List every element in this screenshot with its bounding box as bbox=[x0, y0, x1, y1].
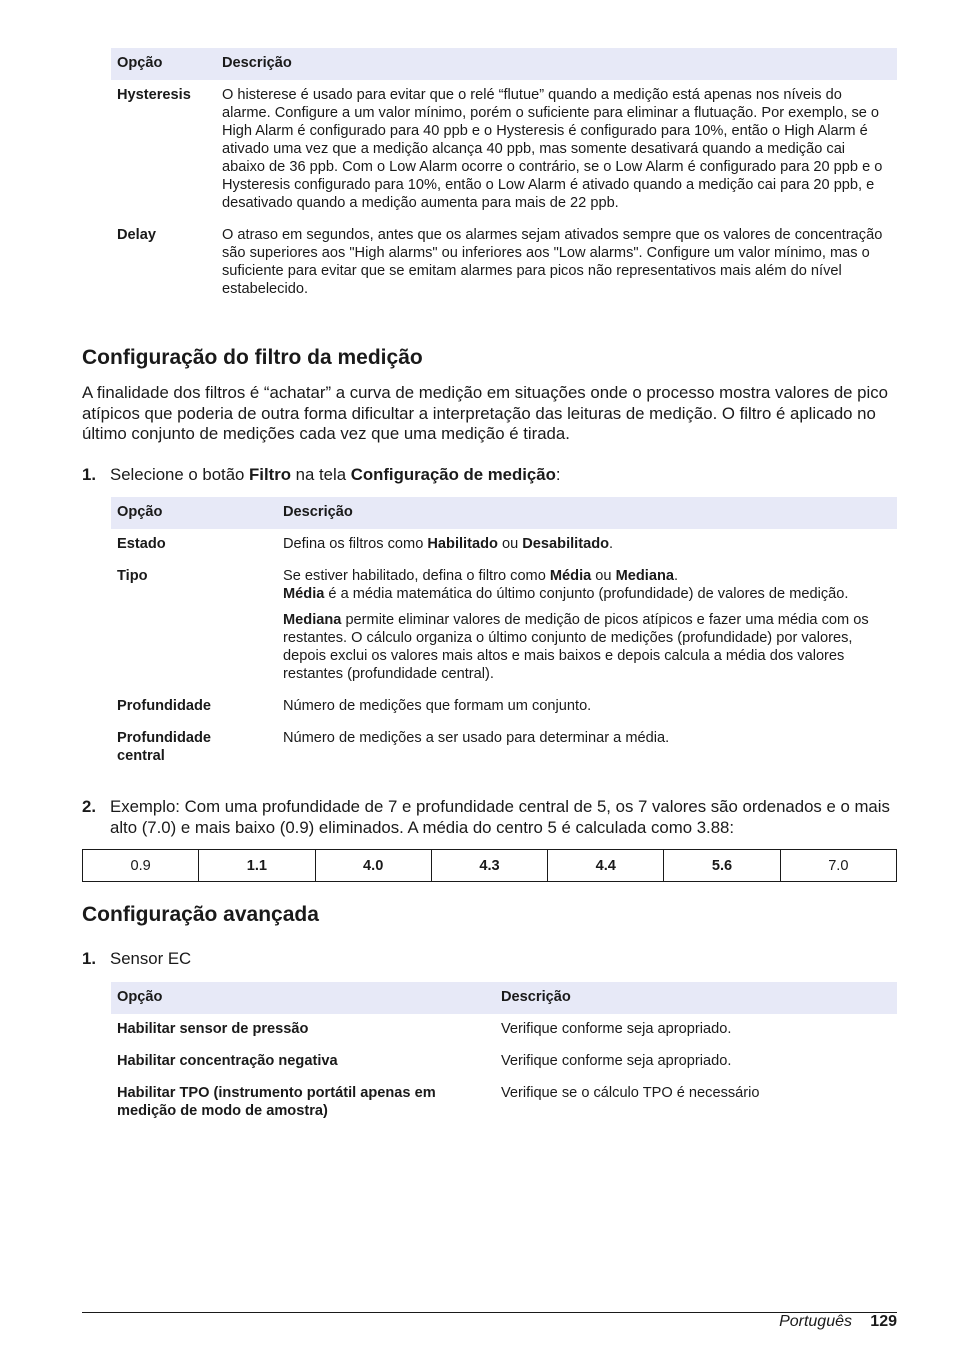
section-title-advanced: Configuração avançada bbox=[82, 903, 319, 926]
option-description: O histerese é usado para evitar que o relé “flutue” quando a medição está apenas nos níveis do alarme. Configure a um valor mínimo, porém o suficiente para eliminar a flutuação. Por exemplo, se o High Alarm é configurado para 40 ppb e o Hysteresis é configurado para 10%, então o High Alarm é ativado uma vez que a medição alcança 40 ppb, mas somente desativará quando a medição cai abaixo de 36 ppb. Com o Low Alarm ocorre o contrário, se o Low Alarm é configurado para 20 ppb e o Hysteresis configurado para 10%, então o Low Alarm é ativado quando a medição cai para 20 ppb, e desativado quando a medição aumenta para mais de 22 ppb. bbox=[222, 87, 883, 211]
table-row bbox=[111, 723, 897, 773]
header-description: Descrição bbox=[495, 982, 897, 1014]
step-text: Selecione o botão Filtro na tela Configuração de medição: bbox=[110, 465, 561, 484]
step-text: Exemplo: Com uma profundidade de 7 e profundidade central de 5, os 7 valores são ordenados e o mais alto (7.0) e mais baixo (0.9) eliminados. A média do centro 5 é calculada como 3.88: bbox=[110, 797, 890, 837]
option-name: Estado bbox=[117, 536, 166, 552]
footer-language: Português bbox=[779, 1313, 852, 1330]
step-number: 1. bbox=[82, 949, 96, 968]
option-description: Verifique se o cálculo TPO é necessário bbox=[501, 1085, 760, 1101]
median-example-values bbox=[82, 849, 897, 882]
value-cell: 7.0 bbox=[780, 850, 896, 882]
page-number: 129 bbox=[870, 1313, 897, 1330]
header-option: Opção bbox=[111, 497, 277, 529]
value-cell-central: 1.1 bbox=[199, 850, 315, 882]
table-row bbox=[111, 220, 897, 306]
header-option: Opção bbox=[111, 48, 216, 80]
filter-intro-paragraph: A finalidade dos filtros é “achatar” a curva de medição em situações onde o processo mostra valores de pico atípicos que poderia de outra forma dificultar a interpretação das leituras de medição. O filtro é aplicado no último conjunto de medições cada vez que uma medição é tirada. bbox=[82, 383, 888, 443]
table-row bbox=[111, 80, 897, 220]
step-text: Sensor EC bbox=[110, 949, 192, 968]
filter-options-table bbox=[111, 497, 897, 773]
option-name: Habilitar TPO (instrumento portátil apenas em medição de modo de amostra) bbox=[117, 1085, 436, 1119]
option-name: Hysteresis bbox=[117, 87, 191, 103]
option-name: Profundidade central bbox=[117, 730, 212, 764]
header-description: Descrição bbox=[277, 497, 897, 529]
value-cell-central: 4.4 bbox=[548, 850, 664, 882]
value-cell-central: 5.6 bbox=[664, 850, 780, 882]
option-description: Defina os filtros como Habilitado ou Desabilitado. bbox=[283, 536, 614, 552]
alarm-options-table bbox=[111, 48, 897, 306]
option-description: Número de medições a ser usado para determinar a média. bbox=[283, 730, 670, 746]
table-header-row bbox=[111, 48, 897, 80]
option-description: Verifique conforme seja apropriado. bbox=[501, 1021, 732, 1037]
table-row bbox=[111, 1014, 897, 1046]
table-row bbox=[111, 561, 897, 691]
ui-term-filter: Filtro bbox=[249, 465, 291, 484]
values-row bbox=[83, 850, 897, 882]
option-description: O atraso em segundos, antes que os alarmes sejam ativados sempre que os valores de concentração são superiores aos "High alarms" ou inferiores aos "Low alarms". Configure um valor mínimo, mas o suficiente para evitar que se emitam alarmes para picos não representativos mais além do nível estabelecido. bbox=[222, 227, 883, 297]
option-name: Delay bbox=[117, 227, 156, 243]
option-description: Número de medições que formam um conjunto. bbox=[283, 698, 592, 714]
table-row bbox=[111, 1078, 897, 1128]
step-number: 2. bbox=[82, 797, 96, 816]
table-row bbox=[111, 529, 897, 561]
footer-divider bbox=[82, 1312, 897, 1313]
option-name: Profundidade bbox=[117, 698, 212, 714]
table-row bbox=[111, 1046, 897, 1078]
option-name: Habilitar concentração negativa bbox=[117, 1053, 338, 1069]
table-row bbox=[111, 691, 897, 723]
option-description: Verifique conforme seja apropriado. bbox=[501, 1053, 732, 1069]
ui-term-measure-config: Configuração de medição bbox=[350, 465, 556, 484]
advanced-options-table bbox=[111, 982, 897, 1128]
value-cell-central: 4.3 bbox=[431, 850, 547, 882]
value-cell: 0.9 bbox=[83, 850, 199, 882]
table-header-row bbox=[111, 982, 897, 1014]
header-description: Descrição bbox=[216, 48, 897, 80]
section-title-filter: Configuração do filtro da medição bbox=[82, 346, 423, 369]
option-name: Habilitar sensor de pressão bbox=[117, 1021, 309, 1037]
step-number: 1. bbox=[82, 465, 96, 484]
header-option: Opção bbox=[111, 982, 495, 1014]
option-description: Se estiver habilitado, defina o filtro como Média ou Mediana. Média é a média matemática do último conjunto (profundidade) de valores de medição. Mediana permite eliminar valores de medição de picos atípicos e fazer uma média com os restantes. O cálculo organiza o último conjunto de medições (profundidade) por valores, depois exclui os valores mais altos e mais baixos e depois calcula a média dos valores restantes (profundidade central). bbox=[283, 568, 869, 682]
option-name: Tipo bbox=[117, 568, 148, 584]
value-cell-central: 4.0 bbox=[315, 850, 431, 882]
table-header-row bbox=[111, 497, 897, 529]
